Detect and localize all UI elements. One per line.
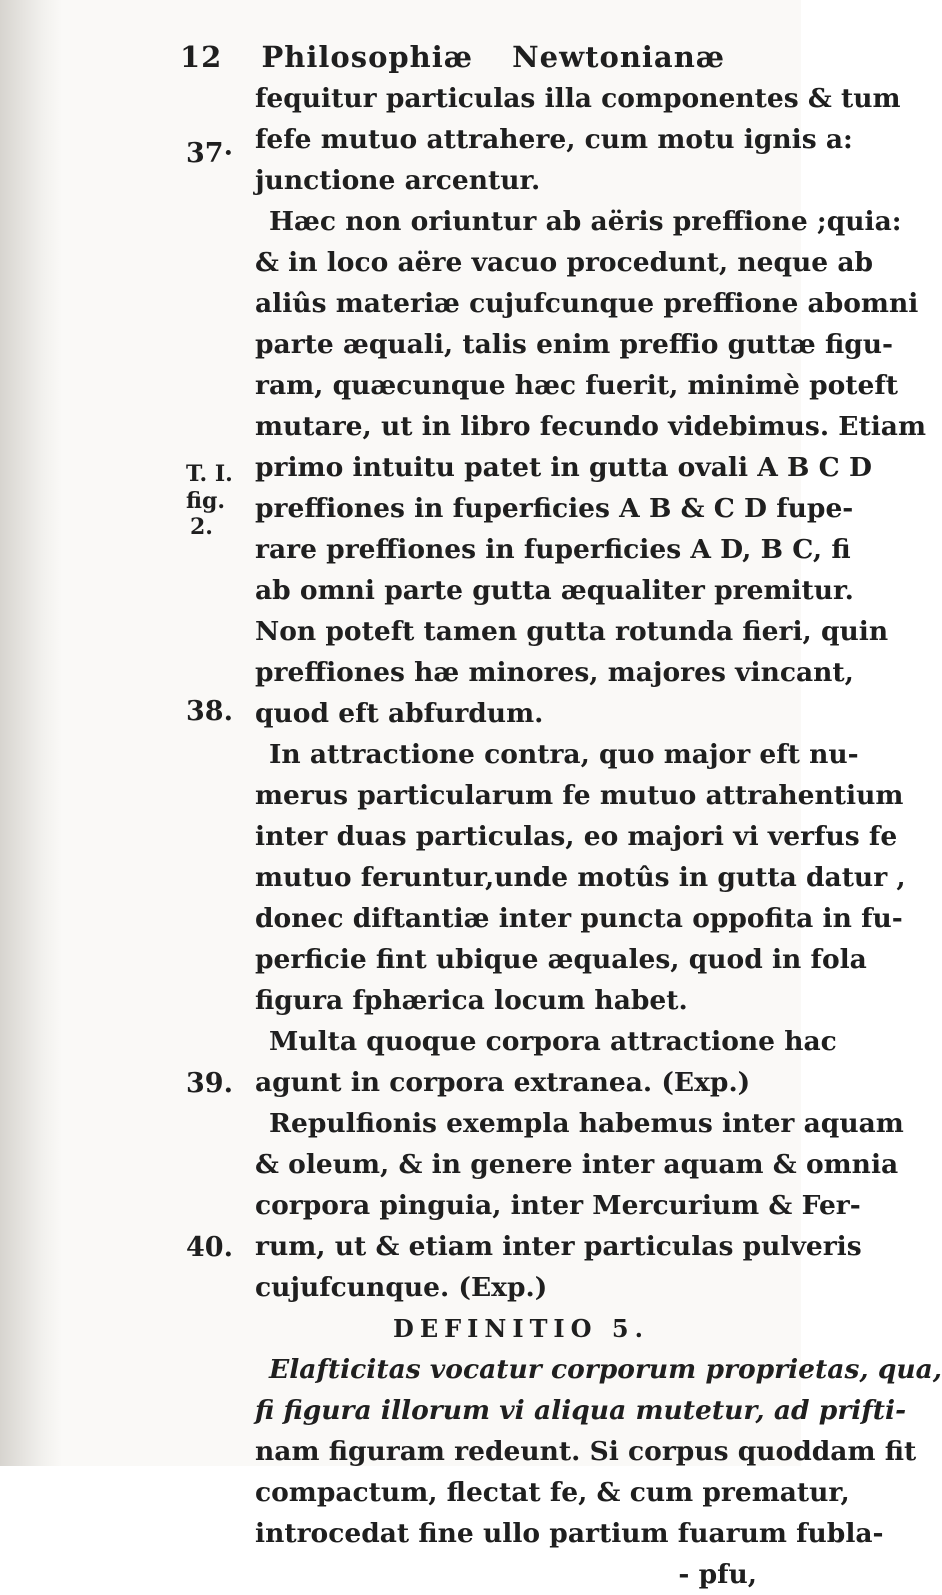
header-title-2: Newtonianæ	[512, 40, 726, 74]
text-line: introcedat fine ullo partium fuarum fubla-	[255, 1518, 884, 1549]
text-line: figura fphærica locum habet.	[255, 985, 688, 1016]
text-line: primo intuitu patet in gutta ovali A B C D	[255, 452, 872, 483]
figure-number: 2.	[190, 514, 213, 540]
figure-label: fig.	[186, 488, 226, 514]
figure-table-ref: T. I.	[186, 461, 233, 487]
paragraph-number-40: 40.	[186, 1232, 233, 1263]
page-gutter-shadow	[0, 0, 62, 1466]
text-line: Elafticitas vocatur corporum proprietas, qua,	[269, 1354, 942, 1385]
text-line: quod eft abfurdum.	[255, 698, 544, 729]
text-line: Hæc non oriuntur ab aëris preffione ;quia:	[269, 206, 902, 237]
definition-heading: DEFINITIO 5.	[393, 1314, 649, 1343]
text-line: & in loco aëre vacuo procedunt, neque ab	[255, 247, 874, 278]
page-number: 12	[180, 40, 223, 74]
text-line: compactum, flectat fe, & cum prematur,	[255, 1477, 850, 1508]
text-line: agunt in corpora extranea. (Exp.)	[255, 1067, 751, 1098]
paragraph-number-39: 39.	[186, 1068, 233, 1099]
text-line: rare preffiones in fuperficies A D, B C, fi	[255, 534, 851, 565]
catchword: - pfu,	[678, 1559, 757, 1590]
text-line: ab omni parte gutta æqualiter premitur.	[255, 575, 854, 606]
text-line: preffiones hæ minores, majores vincant,	[255, 657, 854, 688]
body-text	[255, 78, 942, 1595]
header-title-1: Philosophiæ	[261, 40, 474, 74]
text-line: perficie fint ubique æquales, quod in fola	[255, 944, 867, 975]
paragraph-number-37: 37·	[186, 138, 233, 169]
text-line: mutare, ut in libro fecundo videbimus. Etiam	[255, 411, 927, 442]
text-line: rum, ut & etiam inter particulas pulveris	[255, 1231, 862, 1262]
text-line: merus particularum fe mutuo attrahentium	[255, 780, 904, 811]
text-line: fefe mutuo attrahere, cum motu ignis a:	[255, 124, 853, 155]
paragraph-number-38: 38.	[186, 696, 233, 727]
text-line: fi figura illorum vi aliqua mutetur, ad prifti-	[255, 1395, 907, 1426]
text-line: donec diftantiæ inter puncta oppofita in fu-	[255, 903, 903, 934]
text-line: corpora pinguia, inter Mercurium & Fer-	[255, 1190, 861, 1221]
running-header	[180, 40, 761, 74]
text-line: & oleum, & in genere inter aquam & omnia	[255, 1149, 899, 1180]
text-line: preffiones in fuperficies A B & C D fupe-	[255, 493, 854, 524]
text-line: ram, quæcunque hæc fuerit, minimè poteft	[255, 370, 899, 401]
text-line: nam figuram redeunt. Si corpus quoddam fit	[255, 1436, 917, 1467]
text-line: Multa quoque corpora attractione hac	[269, 1026, 837, 1057]
text-line: Repulfionis exempla habemus inter aquam	[269, 1108, 904, 1139]
text-line: fequitur particulas illa componentes & tum	[255, 83, 901, 114]
text-line: mutuo feruntur,unde motûs in gutta datur ,	[255, 862, 906, 893]
text-line: cujufcunque. (Exp.)	[255, 1272, 548, 1303]
text-line: junctione arcentur.	[255, 165, 541, 196]
text-line: inter duas particulas, eo majori vi verfus fe	[255, 821, 898, 852]
text-line: Non poteft tamen gutta rotunda fieri, quin	[255, 616, 889, 647]
text-line: parte æquali, talis enim preffio guttæ figu-	[255, 329, 894, 360]
text-line: In attractione contra, quo major eft nu-	[269, 739, 859, 770]
text-line: aliûs materiæ cujufcunque preffione abomni	[255, 288, 919, 319]
